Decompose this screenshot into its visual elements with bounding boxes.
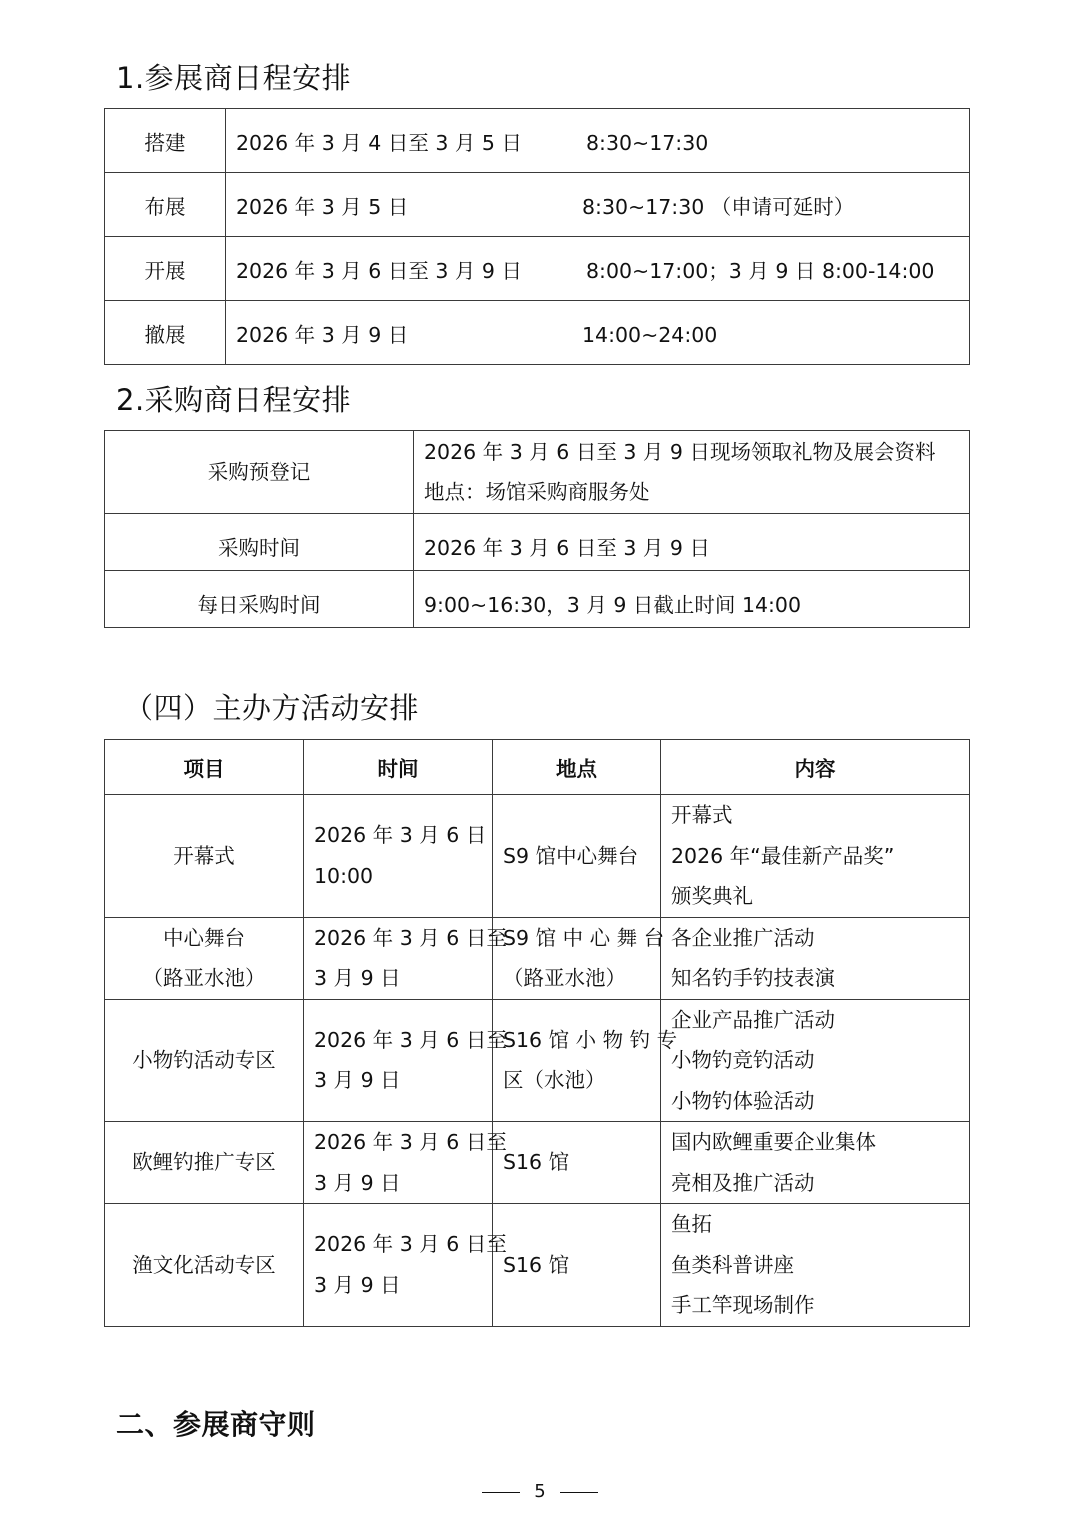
activity-name [105,1204,304,1327]
table-row [105,431,970,514]
activity-location [493,1122,661,1204]
activity-content-line: 颁奖典礼 [671,884,753,908]
activity-location [493,1204,661,1327]
table-row [105,514,970,571]
organizer-activities-heading: （四）主办方活动安排 [124,691,420,725]
table-row [105,173,970,237]
row-line: 地点：场馆采购商服务处 [424,480,650,504]
activity-time [304,795,493,918]
column-header: 项目 [105,740,304,795]
activity-location [493,795,661,918]
row-date: 2026 年 3 月 6 日至 3 月 9 日 [236,258,522,283]
table-row [105,1122,970,1204]
activity-time-line: 3 月 9 日 [314,966,401,990]
row-date: 2026 年 3 月 4 日至 3 月 5 日 [236,130,522,155]
activity-time-line: 3 月 9 日 [314,1068,401,1093]
exhibitor-schedule-heading: 1.参展商日程安排 [116,61,352,95]
activity-time-line: 10:00 [314,863,374,888]
table-row [105,301,970,365]
activity-location [493,999,678,1122]
table-row [105,571,970,628]
table-row [105,237,970,301]
activity-location-line: （路亚水池） [503,966,626,990]
activity-content-line: 鱼拓 [671,1212,712,1236]
column-header: 内容 [661,740,970,795]
row-label: 搭建 [105,109,226,173]
activity-time-line: 2026 年 3 月 6 日 [314,823,487,848]
table-header-row [105,740,970,795]
activity-content-line: 企业产品推广活动 [671,1007,835,1032]
table-row [105,109,970,173]
row-line: 2026 年 3 月 6 日至 3 月 9 日现场领取礼物及展会资料 [424,440,936,464]
activity-time-line: 3 月 9 日 [314,1170,401,1195]
activity-content [661,1122,970,1204]
row-label: 撤展 [105,301,226,365]
activity-name-line: 中心舞台 [163,925,245,950]
activity-time-line: 2026 年 3 月 6 日至 [314,1027,507,1052]
activity-location-line: S16 馆 [503,1150,570,1175]
activity-location-line: 区（水池） [503,1068,606,1093]
activity-content-line: 开幕式 [671,803,733,827]
activity-content [661,917,970,999]
activity-content [661,999,970,1122]
table-row [105,1204,970,1327]
activity-content-line: 鱼类科普讲座 [671,1252,794,1277]
activity-name-line: 欧鲤钓推广专区 [132,1150,276,1175]
activity-time-line: 2026 年 3 月 6 日至 [314,925,507,950]
buyer-schedule-heading: 2.采购商日程安排 [116,383,352,417]
activity-time [304,999,507,1122]
activity-content-line: 亮相及推广活动 [671,1170,815,1195]
row-time: 14:00~24:00 [582,322,718,347]
row-label: 每日采购时间 [105,571,414,628]
row-time: 8:30~17:30 [586,130,709,155]
page-number: 5 [534,1481,546,1502]
column-header: 地点 [493,740,661,795]
row-label: 布展 [105,173,226,237]
activity-name [105,999,304,1122]
table-row [105,795,970,918]
row-value [414,431,970,514]
row-time: 8:00~17:00；3 月 9 日 8:00-14:00 [586,258,935,283]
row-label: 开展 [105,237,226,301]
row-label: 采购时间 [105,514,414,571]
activity-content [661,1204,970,1327]
exhibitor-schedule-table [104,108,970,365]
activity-content-line: 2026 年“最佳新产品奖” [671,843,895,868]
activity-content-line: 知名钓手钓技表演 [671,966,835,990]
row-time: 8:30~17:30 （申请可延时） [582,194,855,219]
row-value: 2026 年 3 月 6 日至 3 月 9 日 [414,514,970,571]
row-date: 2026 年 3 月 5 日 [236,194,409,219]
activity-name [105,917,304,999]
row-value [226,109,970,173]
activity-content-line: 国内欧鲤重要企业集体 [671,1130,876,1154]
row-value [226,173,970,237]
column-header: 时间 [304,740,493,795]
activity-name [105,795,304,918]
table-row [105,999,970,1122]
table-row [105,917,970,999]
buyer-schedule-table [104,430,970,628]
activity-location [493,917,665,999]
activity-content [661,795,970,918]
activity-time-line: 2026 年 3 月 6 日至 [314,1130,507,1154]
activity-location-line: S9 馆 中 心 舞 台 [503,925,665,950]
activity-location-line: S16 馆 [503,1252,570,1277]
activity-name-line: 小物钓活动专区 [132,1048,276,1072]
activity-location-line: S9 馆中心舞台 [503,843,639,868]
row-label: 采购预登记 [105,431,414,514]
row-date: 2026 年 3 月 9 日 [236,322,409,347]
activity-location-line: S16 馆 小 物 钓 专 [503,1027,678,1052]
activity-time [304,1122,507,1204]
activity-time [304,1204,507,1327]
page-footer [0,1478,1080,1506]
row-value: 9:00~16:30，3 月 9 日截止时间 14:00 [414,571,970,628]
activity-name-line: （路亚水池） [142,966,266,990]
activity-content-line: 小物钓体验活动 [671,1088,815,1113]
organizer-activities-table [104,739,970,1327]
row-value [226,301,970,365]
activity-time [304,917,507,999]
activity-content-line: 手工竿现场制作 [671,1293,815,1317]
activity-time-line: 3 月 9 日 [314,1272,401,1297]
row-value [226,237,970,301]
footer-rule [482,1492,520,1493]
section-two-heading: 二、参展商守则 [116,1408,316,1441]
activity-name [105,1122,304,1204]
activity-content-line: 小物钓竞钓活动 [671,1048,815,1072]
footer-rule [560,1492,598,1493]
activity-name-line: 开幕式 [173,843,235,868]
activity-name-line: 渔文化活动专区 [132,1252,276,1277]
activity-time-line: 2026 年 3 月 6 日至 [314,1232,507,1257]
activity-content-line: 各企业推广活动 [671,925,815,950]
